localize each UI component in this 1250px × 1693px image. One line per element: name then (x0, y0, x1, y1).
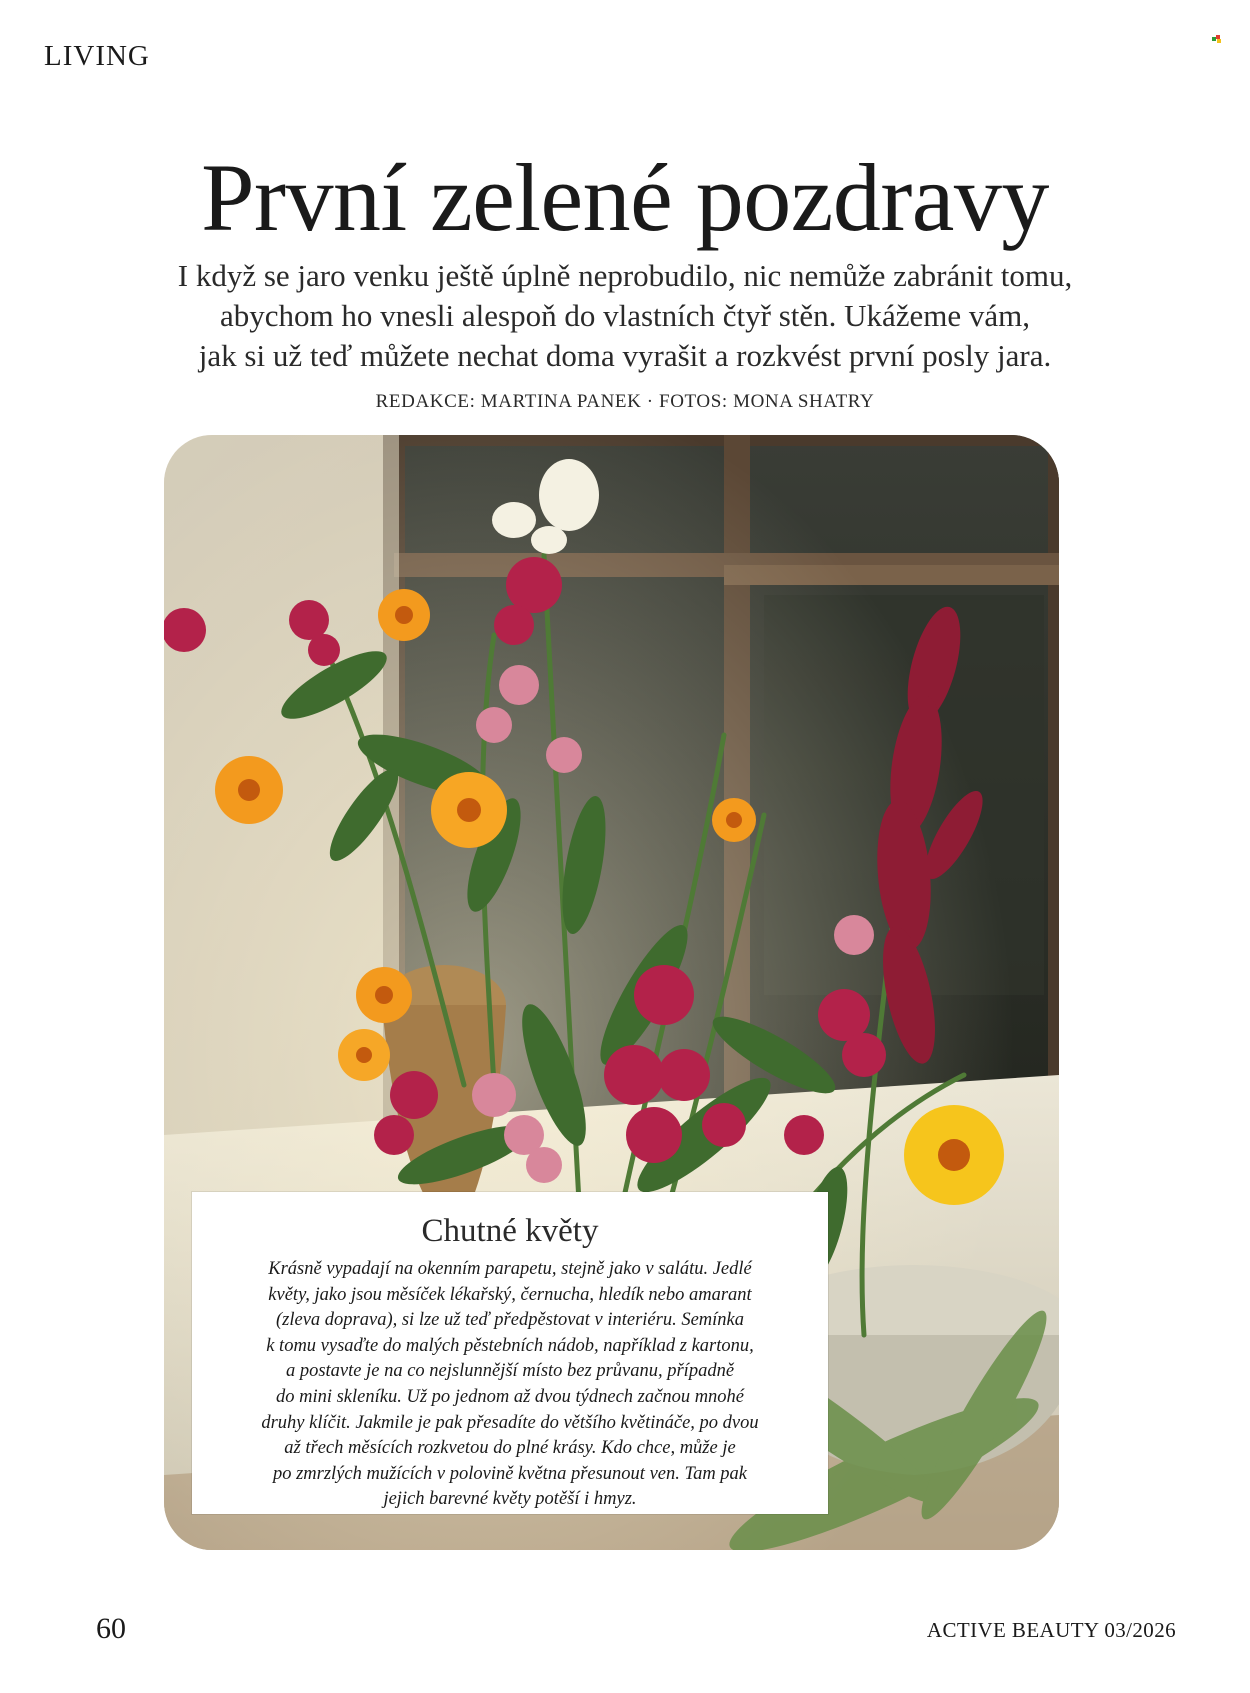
info-line: (zleva doprava), si lze už teď předpěstovat v interiéru. Semínka (275, 1310, 744, 1331)
article-lead (60, 256, 1190, 376)
info-line: květy, jako jsou měsíček lékařský, černucha, hledík nebo amarant (268, 1284, 752, 1305)
lead-line: jak si už teď můžete nechat doma vyrašit a rozkvést první posly jara. (198, 338, 1052, 373)
info-line: až třech měsících rozkvetou do plné krásy. Kdo chce, může je (284, 1438, 736, 1459)
section-label: LIVING (44, 40, 150, 72)
page-number: 60 (96, 1612, 126, 1645)
article-credits: REDAKCE: MARTINA PANEK · FOTOS: MONA SHATRY (375, 391, 875, 412)
info-line: a postavte je na co nejslunnější místo bez průvanu, případně (285, 1361, 735, 1382)
lead-line: I když se jaro venku ještě úplně neprobudilo, nic nemůže zabránit tomu, (177, 258, 1073, 293)
info-box-title: Chutné květy (421, 1213, 599, 1249)
info-line: k tomu vysaďte do malých pěstebních nádob, například z kartonu, (266, 1335, 754, 1356)
info-line: jejich barevné květy potěší i hmyz. (383, 1489, 637, 1510)
info-line: Krásně vypadají na okenním parapetu, stejně jako v salátu. Jedlé (268, 1259, 752, 1279)
info-line: druhy klíčit. Jakmile je pak přesadíte do většího květináče, po dvou (261, 1412, 759, 1433)
info-box-text (217, 1257, 803, 1513)
info-line: po zmrzlých mužících v polovině května přesunout ven. Tam pak (272, 1463, 748, 1484)
color-registration-icon (1212, 34, 1222, 44)
info-box (192, 1192, 828, 1514)
article-title: První zelené pozdravy (201, 144, 1049, 251)
magazine-issue: ACTIVE BEAUTY 03/2026 (926, 1618, 1176, 1642)
info-line: do mini skleníku. Už po jednom až dvou týdnech začnou mnohé (275, 1386, 745, 1407)
lead-line: abychom ho vnesli alespoň do vlastních čtyř stěn. Ukážeme vám, (219, 298, 1031, 333)
